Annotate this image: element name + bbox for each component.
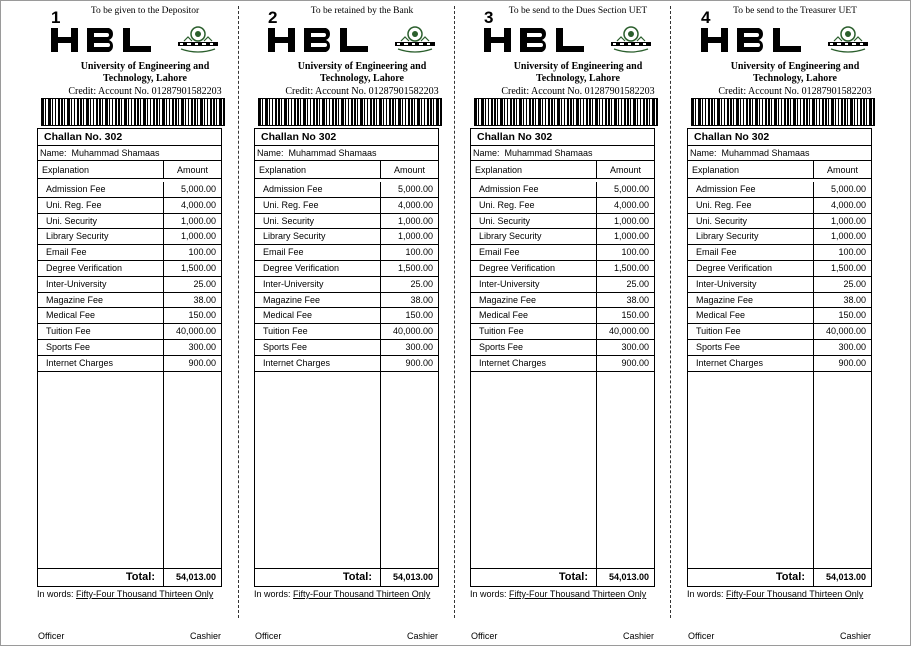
table-row <box>255 245 438 261</box>
table-row <box>471 198 654 214</box>
copy-note: To be given to the Depositor <box>90 6 200 16</box>
name-value: Muhammad Shamaas <box>721 148 810 158</box>
challan-table <box>470 128 655 587</box>
fee-amount: 4,000.00 <box>397 199 433 210</box>
table-row <box>471 261 654 277</box>
name-value: Muhammad Shamaas <box>71 148 160 158</box>
university-name <box>687 61 903 85</box>
fee-name: Internet Charges <box>46 357 114 368</box>
fee-amount: 25.00 <box>843 278 866 289</box>
total-value: 54,013.00 <box>175 572 216 582</box>
fee-name: Admission Fee <box>696 184 756 194</box>
cashier-signature: Cashier <box>623 631 655 641</box>
table-header <box>255 161 438 179</box>
table-row <box>255 214 438 230</box>
fee-name: Magazine Fee <box>696 294 754 305</box>
fee-amount: 38.00 <box>843 294 866 305</box>
name-label: Name: <box>40 148 67 158</box>
fee-name: Degree Verification <box>696 262 773 273</box>
table-row <box>688 261 871 277</box>
table-row <box>471 277 654 293</box>
table-row <box>471 214 654 230</box>
fee-amount: 40,000.00 <box>825 326 866 337</box>
fee-name: Library Security <box>479 231 542 242</box>
fee-name: Admission Fee <box>479 184 539 194</box>
fee-name: Inter-University <box>479 278 540 289</box>
table-row <box>255 182 438 198</box>
fee-name: Library Security <box>46 231 109 242</box>
table-row <box>38 198 221 214</box>
table-row <box>471 340 654 356</box>
table-row <box>688 277 871 293</box>
fee-name: Admission Fee <box>46 184 106 194</box>
table-row <box>255 198 438 214</box>
total-value: 54,013.00 <box>825 572 866 582</box>
account-number: Credit: Account No. 01287901582203 <box>285 86 439 97</box>
name-label: Name: <box>473 148 500 158</box>
fee-name: Tuition Fee <box>46 326 91 337</box>
copy-note: To be send to the Dues Section UET <box>508 6 648 16</box>
table-row <box>38 245 221 261</box>
fee-name: Internet Charges <box>479 357 547 368</box>
university-name-line1: University of Engineering and <box>297 61 427 72</box>
uet-seal-icon <box>175 25 221 55</box>
fee-amount: 4,000.00 <box>613 199 649 210</box>
fee-amount: 300.00 <box>621 341 649 352</box>
table-row <box>471 308 654 324</box>
challan-number: Challan No 302 <box>471 129 654 146</box>
amount-in-words <box>254 589 434 600</box>
total-row <box>255 568 438 586</box>
fee-amount: 1,000.00 <box>613 215 649 226</box>
tear-line <box>238 6 239 618</box>
fee-name: Tuition Fee <box>479 326 524 337</box>
university-name-line2: Technology, Lahore <box>320 73 404 84</box>
fee-name: Degree Verification <box>263 262 340 273</box>
university-name <box>254 61 470 85</box>
fee-amount: 900.00 <box>621 357 649 368</box>
hbl-logo-icon <box>482 25 590 55</box>
fee-amount: 1,000.00 <box>830 231 866 242</box>
fee-name: Uni. Security <box>696 215 748 226</box>
fee-amount: 900.00 <box>188 357 216 368</box>
column-amount: Amount <box>176 165 209 175</box>
table-row <box>38 277 221 293</box>
copy-note: To be retained by the Bank <box>310 6 414 16</box>
table-row <box>471 229 654 245</box>
table-header <box>38 161 221 179</box>
fee-amount: 1,500.00 <box>180 262 216 273</box>
fee-amount: 25.00 <box>193 278 216 289</box>
total-label: Total: <box>38 569 164 586</box>
copy-number: 1 <box>51 8 61 27</box>
fee-amount: 300.00 <box>405 341 433 352</box>
table-row <box>38 214 221 230</box>
fee-amount: 100.00 <box>838 247 866 258</box>
university-name-line1: University of Engineering and <box>730 61 860 72</box>
column-amount: Amount <box>609 165 642 175</box>
tear-line <box>670 6 671 618</box>
fee-rows <box>255 182 438 372</box>
fee-amount: 5,000.00 <box>180 184 216 194</box>
challan-number: Challan No 302 <box>688 129 871 146</box>
challan-copy-2 <box>254 0 470 646</box>
fee-list <box>688 182 871 570</box>
table-row <box>38 356 221 372</box>
fee-amount: 25.00 <box>410 278 433 289</box>
fee-amount: 4,000.00 <box>180 199 216 210</box>
depositor-name-row <box>255 146 438 161</box>
name-value: Muhammad Shamaas <box>504 148 593 158</box>
table-row <box>255 340 438 356</box>
fee-name: Tuition Fee <box>263 326 308 337</box>
fee-name: Inter-University <box>263 278 324 289</box>
seal-text: UET <box>630 37 632 38</box>
in-words-label: In words: <box>37 589 74 599</box>
challan-number: Challan No. 302 <box>38 129 221 146</box>
fee-name: Sports Fee <box>46 341 91 352</box>
challan-copy-1 <box>37 0 253 646</box>
hbl-logo-icon <box>699 25 807 55</box>
university-name-line2: Technology, Lahore <box>536 73 620 84</box>
fee-name: Magazine Fee <box>46 294 104 305</box>
table-row <box>38 261 221 277</box>
fee-name: Library Security <box>263 231 326 242</box>
fee-name: Uni. Reg. Fee <box>46 199 102 210</box>
table-row <box>255 324 438 340</box>
table-row <box>255 356 438 372</box>
fee-name: Internet Charges <box>263 357 331 368</box>
officer-signature: Officer <box>471 631 498 641</box>
total-value: 54,013.00 <box>392 572 433 582</box>
fee-amount: 150.00 <box>188 310 216 321</box>
fee-amount: 900.00 <box>405 357 433 368</box>
fee-amount: 300.00 <box>838 341 866 352</box>
fee-amount: 40,000.00 <box>175 326 216 337</box>
depositor-name-row <box>471 146 654 161</box>
fee-name: Sports Fee <box>696 341 741 352</box>
officer-signature: Officer <box>38 631 65 641</box>
fee-amount: 1,500.00 <box>397 262 433 273</box>
fee-amount: 150.00 <box>405 310 433 321</box>
table-row <box>688 245 871 261</box>
fee-amount: 1,000.00 <box>180 231 216 242</box>
fee-amount: 4,000.00 <box>830 199 866 210</box>
in-words-label: In words: <box>687 589 724 599</box>
fee-name: Email Fee <box>263 247 304 258</box>
table-row <box>688 340 871 356</box>
total-label: Total: <box>471 569 597 586</box>
challan-table <box>37 128 222 587</box>
amount-in-words <box>470 589 650 600</box>
table-row <box>688 229 871 245</box>
fee-name: Inter-University <box>696 278 757 289</box>
total-value: 54,013.00 <box>608 572 649 582</box>
column-explanation: Explanation <box>688 161 814 178</box>
barcode-icon <box>258 98 442 126</box>
fee-name: Medical Fee <box>479 310 529 321</box>
fee-name: Uni. Reg. Fee <box>479 199 535 210</box>
fee-amount: 38.00 <box>410 294 433 305</box>
challan-table <box>687 128 872 587</box>
table-row <box>471 182 654 198</box>
fee-name: Sports Fee <box>263 341 308 352</box>
fee-amount: 1,000.00 <box>830 215 866 226</box>
fee-name: Magazine Fee <box>479 294 537 305</box>
table-row <box>255 229 438 245</box>
name-label: Name: <box>257 148 284 158</box>
university-name <box>470 61 686 85</box>
hbl-logo-text: HBL <box>753 45 755 46</box>
fee-amount: 1,000.00 <box>397 231 433 242</box>
table-row <box>471 293 654 309</box>
barcode-icon <box>41 98 225 126</box>
table-row <box>255 277 438 293</box>
fee-name: Uni. Reg. Fee <box>263 199 319 210</box>
fee-name: Sports Fee <box>479 341 524 352</box>
fee-amount: 100.00 <box>621 247 649 258</box>
table-row <box>688 324 871 340</box>
in-words-label: In words: <box>470 589 507 599</box>
fee-amount: 150.00 <box>838 310 866 321</box>
copy-note: To be send to the Treasurer UET <box>733 6 857 16</box>
table-row <box>688 293 871 309</box>
fee-amount: 300.00 <box>188 341 216 352</box>
challan-copy-4 <box>687 0 903 646</box>
copy-number: 3 <box>484 8 494 27</box>
fee-name: Medical Fee <box>696 310 746 321</box>
in-words-value: Fifty-Four Thousand Thirteen Only <box>726 589 864 599</box>
column-explanation: Explanation <box>38 161 164 178</box>
column-explanation: Explanation <box>471 161 597 178</box>
seal-text: UET <box>414 37 416 38</box>
amount-in-words <box>37 589 217 600</box>
table-row <box>38 340 221 356</box>
table-row <box>688 214 871 230</box>
university-name <box>37 61 253 85</box>
fee-amount: 1,000.00 <box>613 231 649 242</box>
account-number: Credit: Account No. 01287901582203 <box>501 86 655 97</box>
fee-name: Uni. Reg. Fee <box>696 199 752 210</box>
uet-seal-icon <box>608 25 654 55</box>
table-row <box>38 229 221 245</box>
name-label: Name: <box>690 148 717 158</box>
seal-text: UET <box>197 37 199 38</box>
column-explanation: Explanation <box>255 161 381 178</box>
fee-amount: 5,000.00 <box>397 184 433 194</box>
hbl-logo-icon <box>49 25 157 55</box>
university-name-line2: Technology, Lahore <box>103 73 187 84</box>
fee-amount: 100.00 <box>405 247 433 258</box>
in-words-value: Fifty-Four Thousand Thirteen Only <box>509 589 647 599</box>
table-header <box>688 161 871 179</box>
fee-name: Medical Fee <box>263 310 313 321</box>
table-row <box>688 356 871 372</box>
total-row <box>38 568 221 586</box>
fee-name: Uni. Security <box>46 215 98 226</box>
seal-text: UET <box>847 37 849 38</box>
university-name-line1: University of Engineering and <box>513 61 643 72</box>
table-row <box>255 293 438 309</box>
table-row <box>471 324 654 340</box>
uet-seal-icon <box>825 25 871 55</box>
challan-table <box>254 128 439 587</box>
table-row <box>38 293 221 309</box>
total-row <box>471 568 654 586</box>
fee-name: Internet Charges <box>696 357 764 368</box>
fee-amount: 1,000.00 <box>180 215 216 226</box>
table-row <box>688 198 871 214</box>
fee-amount: 38.00 <box>626 294 649 305</box>
total-row <box>688 568 871 586</box>
cashier-signature: Cashier <box>407 631 439 641</box>
name-value: Muhammad Shamaas <box>288 148 377 158</box>
university-name-line1: University of Engineering and <box>80 61 210 72</box>
fee-amount: 100.00 <box>188 247 216 258</box>
fee-name: Degree Verification <box>479 262 556 273</box>
fee-name: Email Fee <box>479 247 520 258</box>
fee-name: Email Fee <box>696 247 737 258</box>
barcode-icon <box>474 98 658 126</box>
hbl-logo-text: HBL <box>320 45 322 46</box>
fee-amount: 38.00 <box>193 294 216 305</box>
fee-amount: 150.00 <box>621 310 649 321</box>
fee-name: Library Security <box>696 231 759 242</box>
table-row <box>471 245 654 261</box>
fee-name: Tuition Fee <box>696 326 741 337</box>
fee-amount: 40,000.00 <box>392 326 433 337</box>
copy-number: 2 <box>268 8 278 27</box>
cashier-signature: Cashier <box>190 631 222 641</box>
fee-name: Degree Verification <box>46 262 123 273</box>
total-label: Total: <box>255 569 381 586</box>
account-number: Credit: Account No. 01287901582203 <box>718 86 872 97</box>
table-row <box>255 261 438 277</box>
table-row <box>38 308 221 324</box>
fee-amount: 5,000.00 <box>613 184 649 194</box>
column-amount: Amount <box>393 165 426 175</box>
in-words-label: In words: <box>254 589 291 599</box>
fee-rows <box>38 182 221 372</box>
table-row <box>38 182 221 198</box>
table-row <box>255 308 438 324</box>
table-row <box>38 324 221 340</box>
challan-number: Challan No 302 <box>255 129 438 146</box>
challan-copy-3 <box>470 0 686 646</box>
fee-list <box>471 182 654 570</box>
table-row <box>688 308 871 324</box>
officer-signature: Officer <box>688 631 715 641</box>
fee-name: Magazine Fee <box>263 294 321 305</box>
table-row <box>688 182 871 198</box>
officer-signature: Officer <box>255 631 282 641</box>
hbl-logo-text: HBL <box>103 45 105 46</box>
fee-amount: 1,500.00 <box>613 262 649 273</box>
fee-name: Email Fee <box>46 247 87 258</box>
depositor-name-row <box>38 146 221 161</box>
fee-name: Medical Fee <box>46 310 96 321</box>
table-header <box>471 161 654 179</box>
in-words-value: Fifty-Four Thousand Thirteen Only <box>293 589 431 599</box>
fee-amount: 40,000.00 <box>608 326 649 337</box>
cashier-signature: Cashier <box>840 631 872 641</box>
total-label: Total: <box>688 569 814 586</box>
fee-list <box>255 182 438 570</box>
university-name-line2: Technology, Lahore <box>753 73 837 84</box>
fee-amount: 1,000.00 <box>397 215 433 226</box>
fee-name: Uni. Security <box>263 215 315 226</box>
fee-amount: 25.00 <box>626 278 649 289</box>
fee-rows <box>471 182 654 372</box>
fee-amount: 1,500.00 <box>830 262 866 273</box>
depositor-name-row <box>688 146 871 161</box>
fee-name: Uni. Security <box>479 215 531 226</box>
account-number: Credit: Account No. 01287901582203 <box>68 86 222 97</box>
fee-amount: 5,000.00 <box>830 184 866 194</box>
in-words-value: Fifty-Four Thousand Thirteen Only <box>76 589 214 599</box>
copy-number: 4 <box>701 8 711 27</box>
barcode-icon <box>691 98 875 126</box>
fee-name: Inter-University <box>46 278 107 289</box>
fee-list <box>38 182 221 570</box>
uet-seal-icon <box>392 25 438 55</box>
column-amount: Amount <box>826 165 859 175</box>
amount-in-words <box>687 589 867 600</box>
hbl-logo-text: HBL <box>536 45 538 46</box>
fee-name: Admission Fee <box>263 184 323 194</box>
fee-amount: 900.00 <box>838 357 866 368</box>
tear-line <box>454 6 455 618</box>
fee-rows <box>688 182 871 372</box>
table-row <box>471 356 654 372</box>
hbl-logo-icon <box>266 25 374 55</box>
